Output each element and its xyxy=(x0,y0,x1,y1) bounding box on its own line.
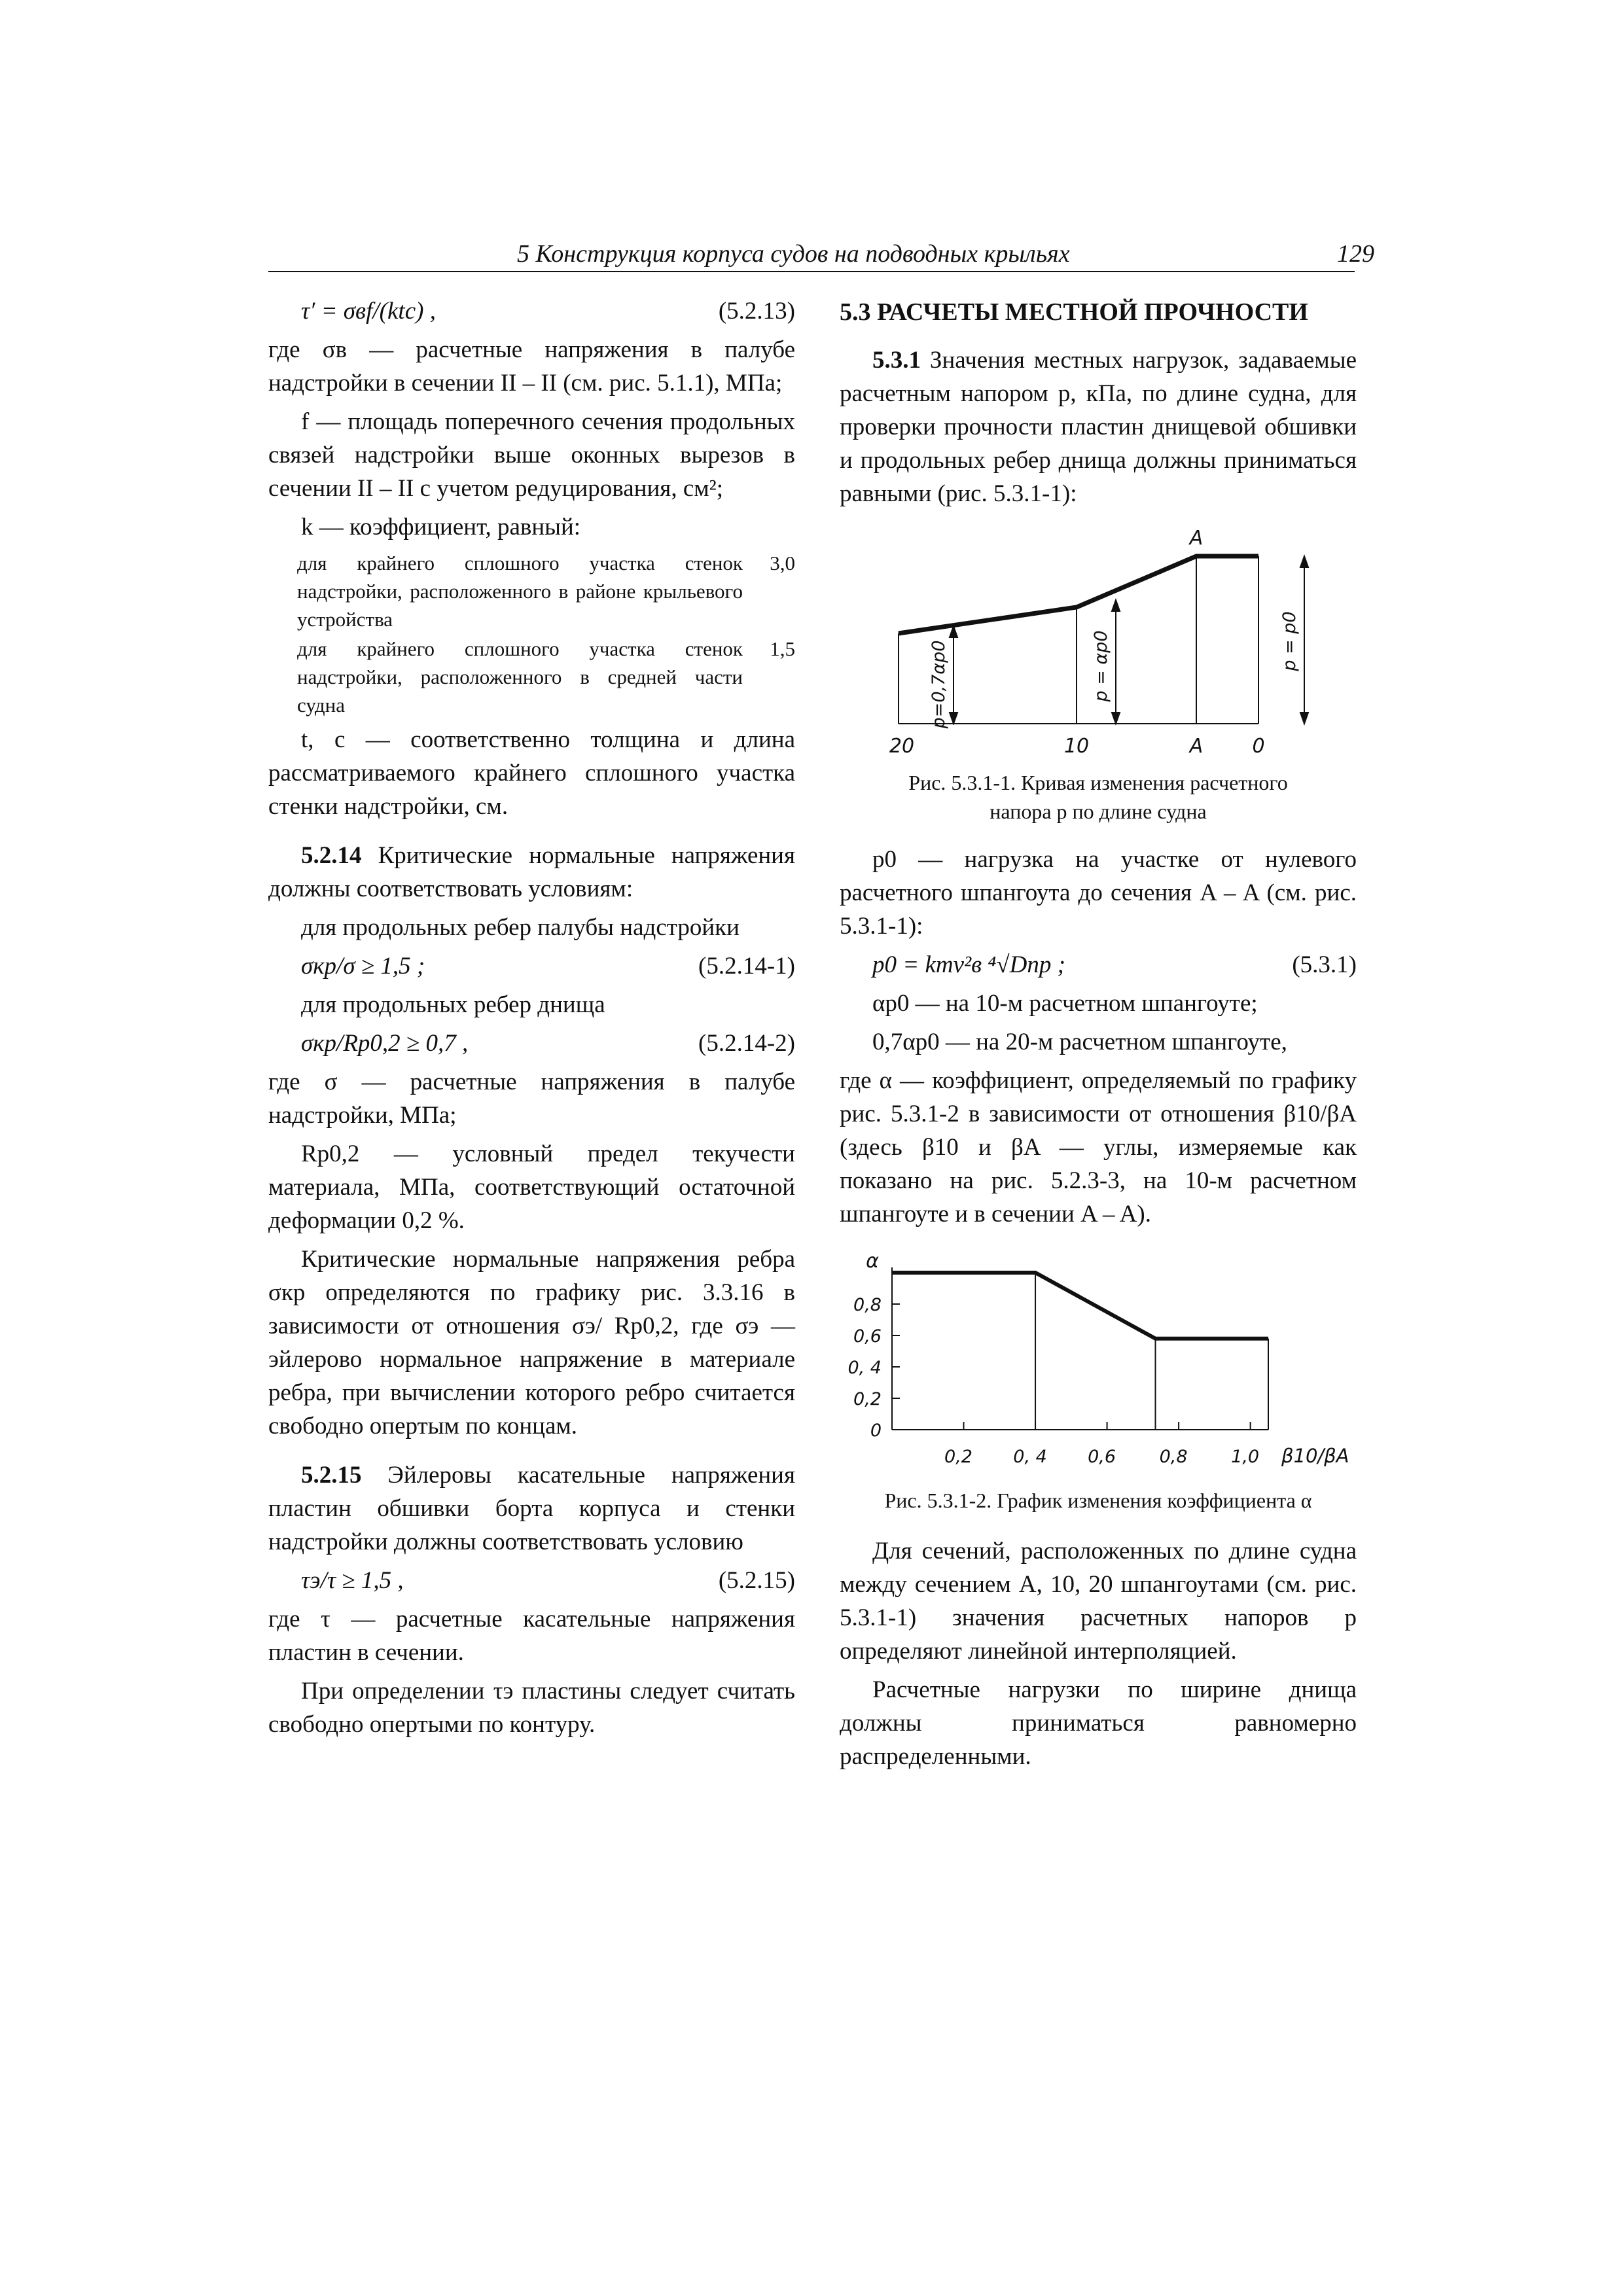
paragraph: Расчетные нагрузки по ширине днища должны приниматься равномерно распределенными. xyxy=(840,1676,1357,1770)
figure-top-label: A xyxy=(1189,527,1204,550)
x-label: 0 xyxy=(1252,735,1265,758)
x-tick-label: 0,8 xyxy=(1159,1447,1188,1467)
formula-expression: τ′ = σвf/(ktc) , xyxy=(301,298,436,325)
section-5-2-14 xyxy=(268,839,795,906)
formula-number: (5.2.15) xyxy=(718,1567,795,1594)
coefficient-item xyxy=(268,549,795,633)
formula-5-2-14-2 xyxy=(268,1027,795,1060)
section-number: 5.2.14 xyxy=(301,842,362,869)
y-tick-label: 0,6 xyxy=(853,1326,882,1347)
dimension-label: p = αp0 xyxy=(1091,630,1111,702)
pressure-curve-figure xyxy=(840,516,1357,764)
paragraph: p0 — нагрузка на участке от нулевого расчетного шпангоута до сечения A – A (см. рис. 5.3.1-1): xyxy=(840,846,1357,940)
section-5-2-15 xyxy=(268,1458,795,1559)
formula-5-2-14-1 xyxy=(268,949,795,983)
alpha-chart xyxy=(840,1240,1357,1482)
formula-number: (5.3.1) xyxy=(1292,951,1357,978)
formula-expression: τэ/τ ≥ 1,5 , xyxy=(301,1567,404,1594)
formula-expression: σкр/Rp0,2 ≥ 0,7 , xyxy=(301,1030,469,1057)
formula-5-2-13 xyxy=(268,294,795,328)
running-header-title: 5 Конструкция корпуса судов на подводных крыльях xyxy=(517,240,1070,268)
paragraph: При определении τэ пластины следует считать свободно опертыми по контуру. xyxy=(268,1678,795,1738)
paragraph: где τ — расчетные касательные напряжения пластин в сечении. xyxy=(268,1606,795,1666)
formula-number: (5.2.13) xyxy=(718,298,795,325)
x-label: A xyxy=(1189,735,1204,758)
section-text: Критические нормальные напряжения должны соответствовать условиям: xyxy=(268,842,795,902)
x-tick-label: 0,6 xyxy=(1088,1447,1116,1467)
figure-caption: Рис. 5.3.1-1. Кривая изменения расчетного напора p по длине судна xyxy=(908,771,1288,823)
dimension-arrows xyxy=(950,556,1308,724)
header-rule xyxy=(268,271,1355,272)
section-number: 5.3.1 xyxy=(872,347,921,374)
paragraph: 0,7αp0 — на 20-м расчетном шпангоуте, xyxy=(872,1029,1287,1055)
x-tick-label: 0,2 xyxy=(944,1447,973,1467)
figure-caption: Рис. 5.3.1-2. График изменения коэффициента α xyxy=(884,1489,1312,1512)
formula-expression: σкр/σ ≥ 1,5 ; xyxy=(301,953,425,980)
paragraph: где α — коэффициент, определяемый по графику рис. 5.3.1-2 в зависимости от отношения β10/βA (здесь β10 и βA — углы, измеряемые как показано на рис. 5.2.3-3, на 10-м расчетном шпангоуте и в сечении A – A). xyxy=(840,1067,1357,1227)
paragraph: Критические нормальные напряжения ребра σкр определяются по графику рис. 3.3.16 в зависимости от отношения σэ/ Rp0,2, где σэ — эйлерово нормальное напряжение в материале ребра, при вычислении которого ребро считается свободно опертым по концам. xyxy=(268,1246,795,1439)
y-axis-label: α xyxy=(866,1250,879,1273)
paragraph: αp0 — на 10-м расчетном шпангоуте; xyxy=(872,990,1258,1017)
right-column xyxy=(840,293,1357,1778)
coefficient-item xyxy=(268,635,795,719)
paragraph: k — коэффициент, равный: xyxy=(301,514,581,540)
dimension-label: p=0,7αp0 xyxy=(929,640,949,729)
x-tick-label: 1,0 xyxy=(1231,1447,1260,1467)
paragraph: для продольных ребер днища xyxy=(301,991,605,1018)
page-number: 129 xyxy=(1337,240,1374,268)
section-text: Значения местных нагрузок, задаваемые расчетным напором p, кПа, по длине судна, для проверки прочности пластин днищевой обшивки и продольных ребер днища должны приниматься равными (рис. 5.3.1-1): xyxy=(840,347,1357,507)
formula-number: (5.2.14-1) xyxy=(698,953,795,980)
x-label: 10 xyxy=(1063,735,1090,758)
y-tick-label: 0,8 xyxy=(853,1295,882,1315)
paragraph: где σ — расчетные напряжения в палубе надстройки, МПа; xyxy=(268,1069,795,1129)
section-number: 5.2.15 xyxy=(301,1462,362,1489)
dimension-label: p = p0 xyxy=(1279,611,1300,671)
pressure-curve xyxy=(899,556,1258,633)
paragraph: t, c — соответственно толщина и длина рассматриваемого крайнего сплошного участка стенки надстройки, см. xyxy=(268,726,795,820)
section-heading: 5.3 РАСЧЕТЫ МЕСТНОЙ ПРОЧНОСТИ xyxy=(840,298,1308,326)
y-tick-label: 0, 4 xyxy=(847,1358,882,1378)
left-column xyxy=(268,293,795,1746)
section-text: Эйлеровы касательные напряжения пластин обшивки борта корпуса и стенки надстройки должны соответствовать условию xyxy=(268,1462,795,1555)
y-tick-label: 0 xyxy=(870,1421,882,1441)
section-5-3-1 xyxy=(840,344,1357,510)
x-axis-label: β10/βA xyxy=(1281,1445,1349,1467)
coefficient-item-value: 3,0 xyxy=(770,552,795,574)
paragraph: где σв — расчетные напряжения в палубе надстройки в сечении II – II (см. рис. 5.1.1), МПа; xyxy=(268,336,795,397)
formula-expression: p0 = kmv²в ⁴√Dпр ; xyxy=(872,951,1065,978)
paragraph: f — площадь поперечного сечения продольных связей надстройки выше оконных вырезов в сечении II – II с учетом редуцирования, см²; xyxy=(268,408,795,502)
coefficient-item-text: для крайнего сплошного участка стенок надстройки, расположенного в районе крыльевого устройства xyxy=(297,552,743,631)
x-tick-label: 0, 4 xyxy=(1013,1447,1047,1467)
y-tick-label: 0,2 xyxy=(853,1389,882,1409)
paragraph: Для сечений, расположенных по длине судна между сечением A, 10, 20 шпангоутами (см. рис. 5.3.1-1) значения расчетных напоров p определяют линейной интерполяцией. xyxy=(840,1538,1357,1665)
alpha-curve xyxy=(892,1273,1268,1339)
coefficient-item-text: для крайнего сплошного участка стенок надстройки, расположенного в средней части судна xyxy=(297,637,743,716)
paragraph: Rp0,2 — условный предел текучести материала, МПа, соответствующий остаточной деформации 0,2 %. xyxy=(268,1140,795,1234)
coefficient-item-value: 1,5 xyxy=(770,637,795,660)
paragraph: для продольных ребер палубы надстройки xyxy=(301,914,740,941)
formula-5-3-1 xyxy=(840,948,1357,981)
formula-5-2-15 xyxy=(268,1564,795,1597)
formula-number: (5.2.14-2) xyxy=(698,1030,795,1057)
x-label: 20 xyxy=(889,735,915,758)
